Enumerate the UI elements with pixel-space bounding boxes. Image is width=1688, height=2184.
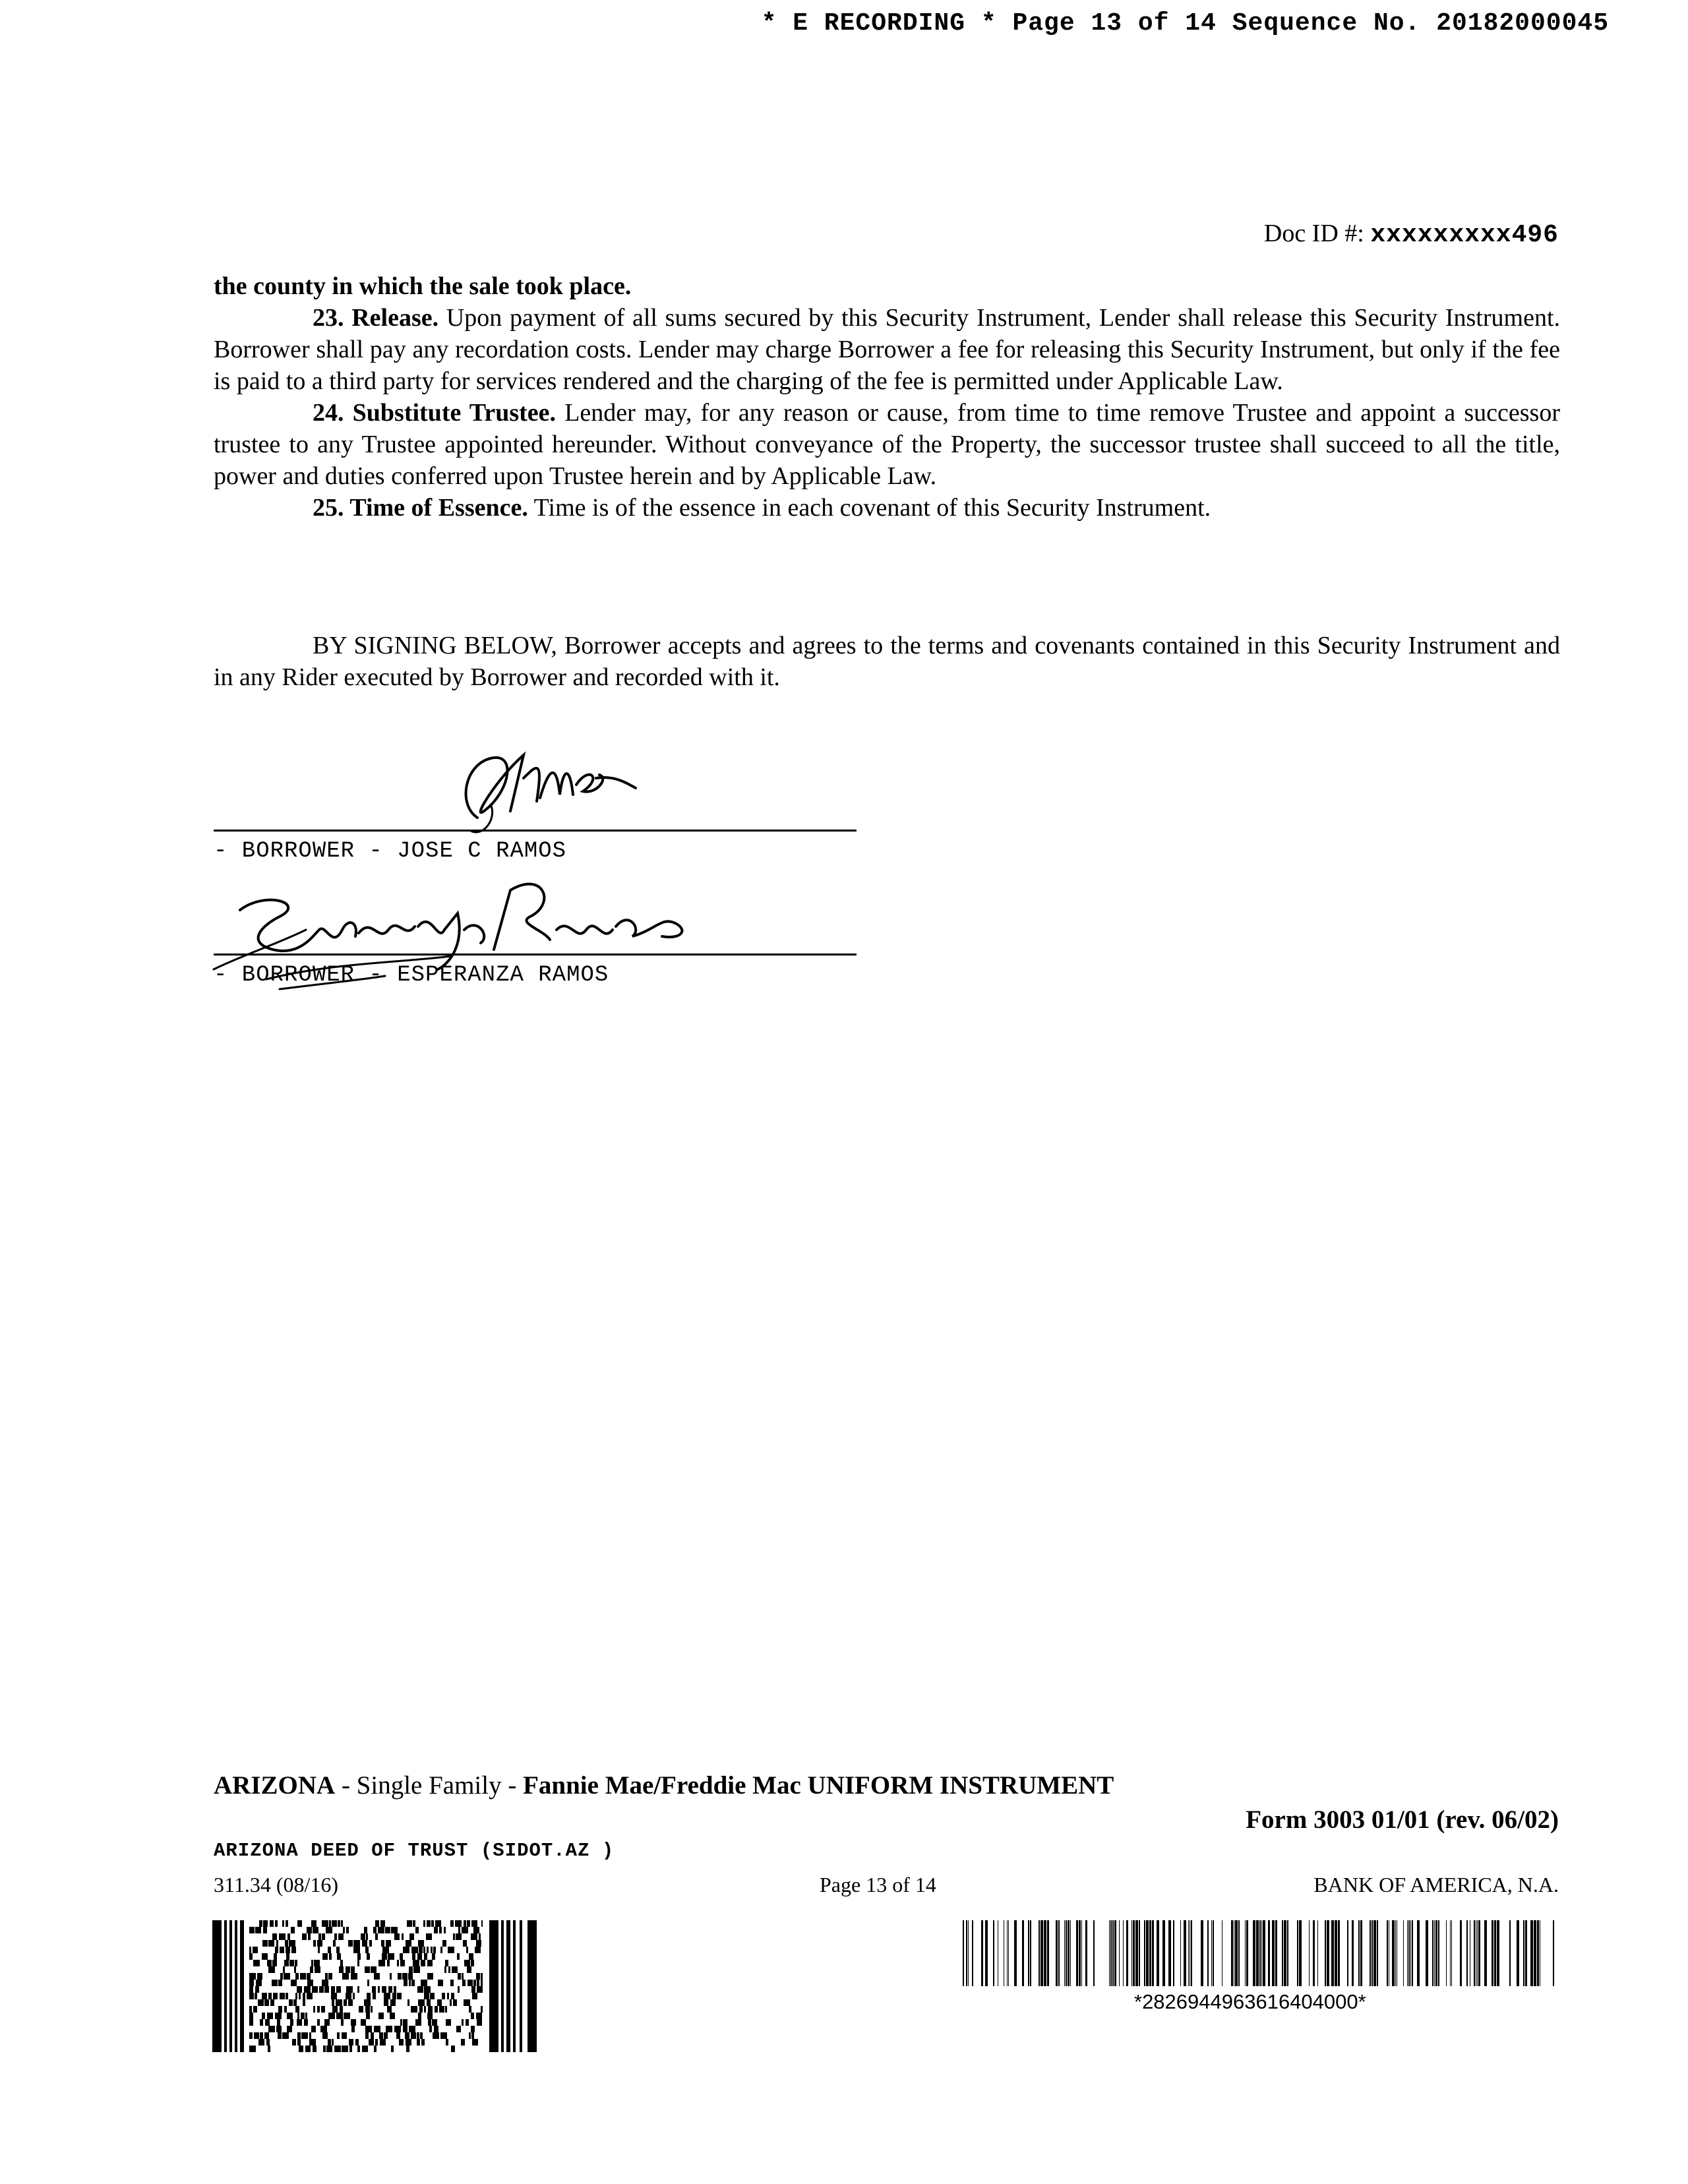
form-title-state: ARIZONA: [214, 1771, 336, 1800]
signature-line: [214, 830, 857, 832]
section-text: Upon payment of all sums secured by this Security Instrument, Lender shall release this Security Instrument. Borrower shall pay any recordation costs. Lender may charge Borrower a fee for releasing this Security Instrument, but only if the fee is paid to a third party for services rendered and the charging of the fee is permitted under Applicable Law.: [214, 304, 1560, 395]
doc-id-value: xxxxxxxxx496: [1370, 221, 1559, 249]
barcode-number: *2826944963616404000*: [1134, 1990, 1366, 2013]
section-24: [214, 397, 1560, 492]
version-code: 311.34 (08/16): [214, 1873, 339, 1896]
section-heading: 25. Time of Essence.: [313, 494, 528, 522]
section-text: Time is of the essence in each covenant of this Security Instrument.: [528, 494, 1211, 522]
linear-barcode: [963, 1920, 1559, 1986]
lead-paragraph: [214, 270, 1560, 302]
form-title-instrument: Fannie Mae/Freddie Mac UNIFORM INSTRUMENT: [523, 1771, 1114, 1800]
form-title-type: - Single Family -: [335, 1771, 524, 1800]
signature-jose-ramos: [431, 739, 669, 837]
document-body: [214, 270, 1560, 524]
lead-text: the county in which the sale took place.: [214, 272, 632, 300]
section-heading: 23. Release.: [313, 304, 439, 332]
doc-id-label: Doc ID #:: [1263, 220, 1364, 247]
form-number: Form 3003 01/01 (rev. 06/02): [1246, 1805, 1559, 1834]
signature-line: [214, 954, 857, 956]
section-23: [214, 302, 1560, 397]
borrower-2-label: - BORROWER - ESPERANZA RAMOS: [214, 963, 609, 988]
form-title: [214, 1771, 1114, 1800]
section-heading: 24. Substitute Trustee.: [313, 399, 556, 427]
signature-block-borrower-1: [214, 739, 860, 870]
signing-statement: BY SIGNING BELOW, Borrower accepts and agrees to the terms and covenants contained in this Security Instrument and in any Rider executed by Borrower and recorded with it.: [214, 632, 1560, 691]
page-number: Page 13 of 14: [820, 1873, 936, 1896]
section-25: [214, 492, 1560, 524]
deed-name: ARIZONA DEED OF TRUST (SIDOT.AZ ): [214, 1840, 615, 1862]
pdf417-barcode: [212, 1920, 537, 2052]
bank-name: BANK OF AMERICA, N.A.: [1313, 1873, 1559, 1896]
doc-id: [1264, 219, 1559, 249]
section-text: Lender may, for any reason or cause, from time to time remove Trustee and appoint a successor trustee to any Trustee appointed hereunder. Without conveyance of the Property, the successor trustee shall succeed to all the title, power and duties conferred upon Trustee herein and by Applicable Law.: [214, 399, 1560, 490]
recording-header: * E RECORDING * Page 13 of 14 Sequence No. 20182000045: [761, 9, 1609, 38]
signing-statement-block: [214, 630, 1560, 693]
signature-block-borrower-2: [214, 864, 860, 1009]
borrower-1-label: - BORROWER - JOSE C RAMOS: [214, 839, 567, 864]
